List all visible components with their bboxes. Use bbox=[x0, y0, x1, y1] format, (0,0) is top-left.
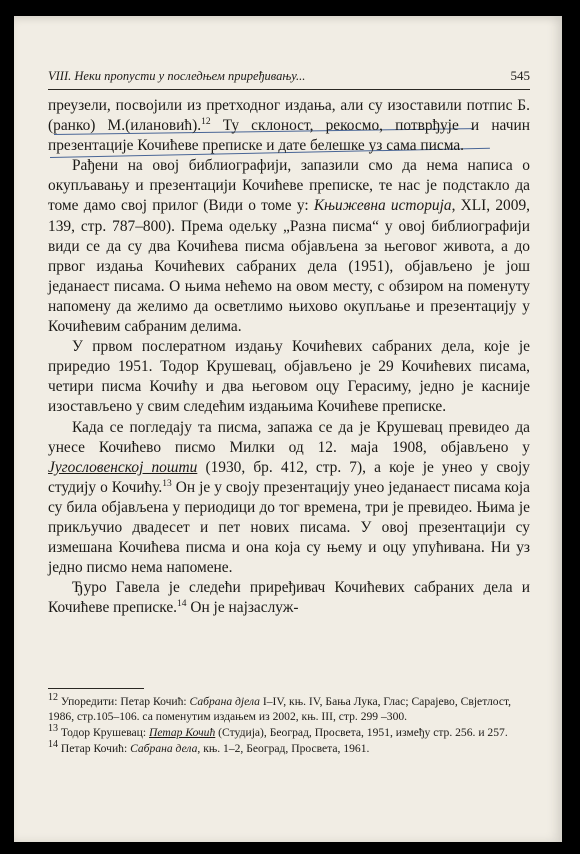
paragraph-5: Ђуро Гавела је следећи приређивач Кочићевих сабраних дела и Кочићеве преписке.$^{14}$ Он је најзаслуж- bbox=[48, 579, 530, 617]
footnote-rule bbox=[48, 688, 144, 689]
book-page bbox=[14, 16, 562, 842]
paragraph-1: преузели, посвојили из претходног издања, али су изоставили потпис Б.(ранко) М.(илановић).$^{12}$ Ту склоност, рекосмо, потврђује и начин презентације Кочићеве преписке и дате белешке уз сама писма. bbox=[48, 97, 530, 155]
paragraph-4: Када се погледају та писма, запажа се да је Крушевац превидео да унесе Кочићево писмо Милки од 12. маја 1908, објављено у Југословенској пошти (1930, бр. 412, стр. 7), а које је унео у своју студију о Кочићу.$^{13}$ Он је у своју презентацију унео једанаест писама која су била објављена у периодици до тог времена, три је превидео. Њима је прикључио двадесет и пет нових писама. У овој презентацији су измешана Кочићева писма и она која су њему и оцу упућивана. Ни уз једно писмо нема напомене. bbox=[48, 418, 530, 577]
footnote-ref-13: 13 bbox=[162, 478, 172, 489]
footnotes bbox=[48, 694, 530, 757]
paragraph-2: Рађени на овој библиографији, запазили смо да нема написа о окупљавању и презентацији Кочићеве преписке, те нас је подстакло да томе дамо свој прилог (Види о томе у: Књижевна историја, XLI, 2009, 139, стр. 787–800). Према одељку „Разна писма“ у овој библиографији види се да су два Кочићева писма објављена за његовог живота, а до првог издања Кочићевих сабраних дела (1951), објављено је још једанаест писама. О њима нећемо на овом месту, с обзиром на поменуту напомену да желимо да осветлимо њихово окупљање и презентацију у Кочићевим сабраним делима. bbox=[48, 157, 530, 336]
footnote-13: 13 Тодор Крушевац: Петар Кочић (Студија), Београд, Просвета, 1951, између стр. 256. и 257. bbox=[48, 723, 508, 739]
body-text bbox=[48, 96, 530, 618]
page-number: 545 bbox=[510, 68, 530, 83]
footnote-12: 12 Упоредити: Петар Кочић: Сабрана дјела I–IV, књ. IV, Бања Лука, Глас; Сарајево, Свјетлост, 1986, стр.105–106. са поменутим издањем из 2002, књ. III, стр. 299 –300. bbox=[48, 692, 512, 723]
footnote-ref-14: 14 bbox=[177, 599, 187, 610]
running-header bbox=[48, 68, 530, 84]
italic-title: Југословенској пошти bbox=[48, 458, 198, 476]
running-title: VIII. Неки пропусти у последњем приређивању... bbox=[48, 69, 306, 83]
header-rule bbox=[48, 89, 530, 90]
footnote-ref-12: 12 bbox=[201, 116, 211, 127]
footnote-14: 14 Петар Кочић: Сабрана дела, књ. 1–2, Београд, Просвета, 1961. bbox=[48, 739, 370, 755]
italic-title: Књижевна историја bbox=[313, 197, 452, 215]
paragraph-3: У првом послератном издању Кочићевих сабраних дела, које је приредио 1951. Тодор Крушевац, објављено је 29 Кочићевих писама, четири писма Кочићу и два његовом оцу Герасиму, једно је касније изостављено у свим следећим издањима Кочићеве преписке. bbox=[48, 338, 530, 416]
